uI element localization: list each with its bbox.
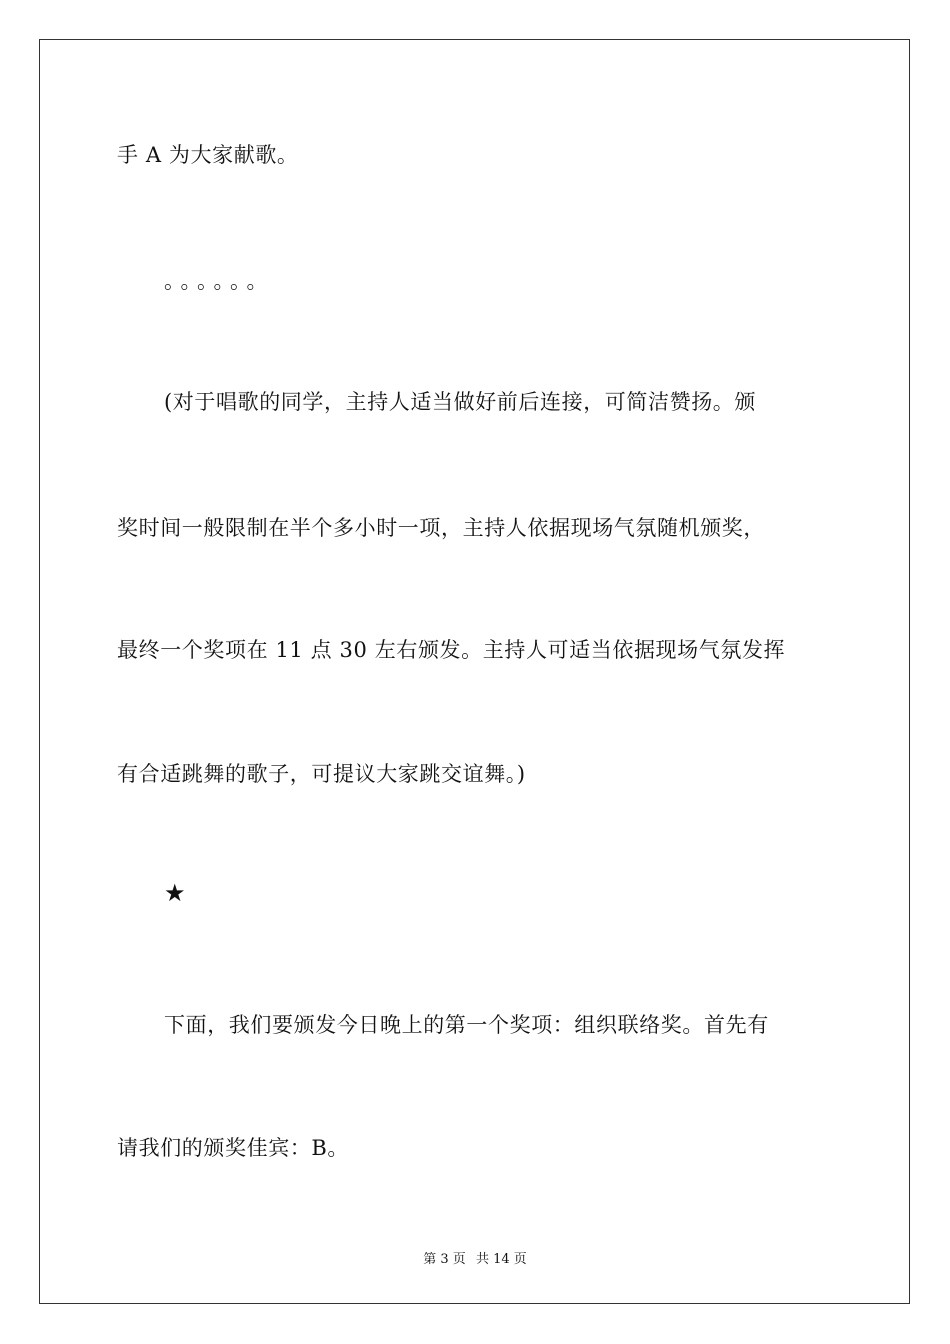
page-total: 共 14 页 [475, 1252, 527, 1267]
body-line-1: 手 A 为大家献歌。 [117, 143, 299, 167]
page-number: 第 3 页 [423, 1252, 466, 1267]
ellipsis-line: 。。。。。。 [164, 269, 274, 293]
body-line-3: (对于唱歌的同学，主持人适当做好前后连接，可简洁赞扬。颁 [164, 390, 756, 414]
body-line-8: 下面，我们要颁发今日晚上的第一个奖项：组织联络奖。首先有 [164, 1013, 769, 1037]
body-line-9: 请我们的颁奖佳宾：B。 [117, 1136, 350, 1160]
page-border [39, 39, 910, 1304]
body-line-6: 有合适跳舞的歌子，可提议大家跳交谊舞。) [117, 762, 526, 786]
body-line-5: 最终一个奖项在 11 点 30 左右颁发。主持人可适当依据现场气氛发挥 [117, 638, 786, 662]
page-footer [0, 1248, 950, 1267]
body-line-4: 奖时间一般限制在半个多小时一项，主持人依据现场气氛随机颁奖， [117, 516, 765, 540]
star-icon: ★ [164, 879, 186, 907]
